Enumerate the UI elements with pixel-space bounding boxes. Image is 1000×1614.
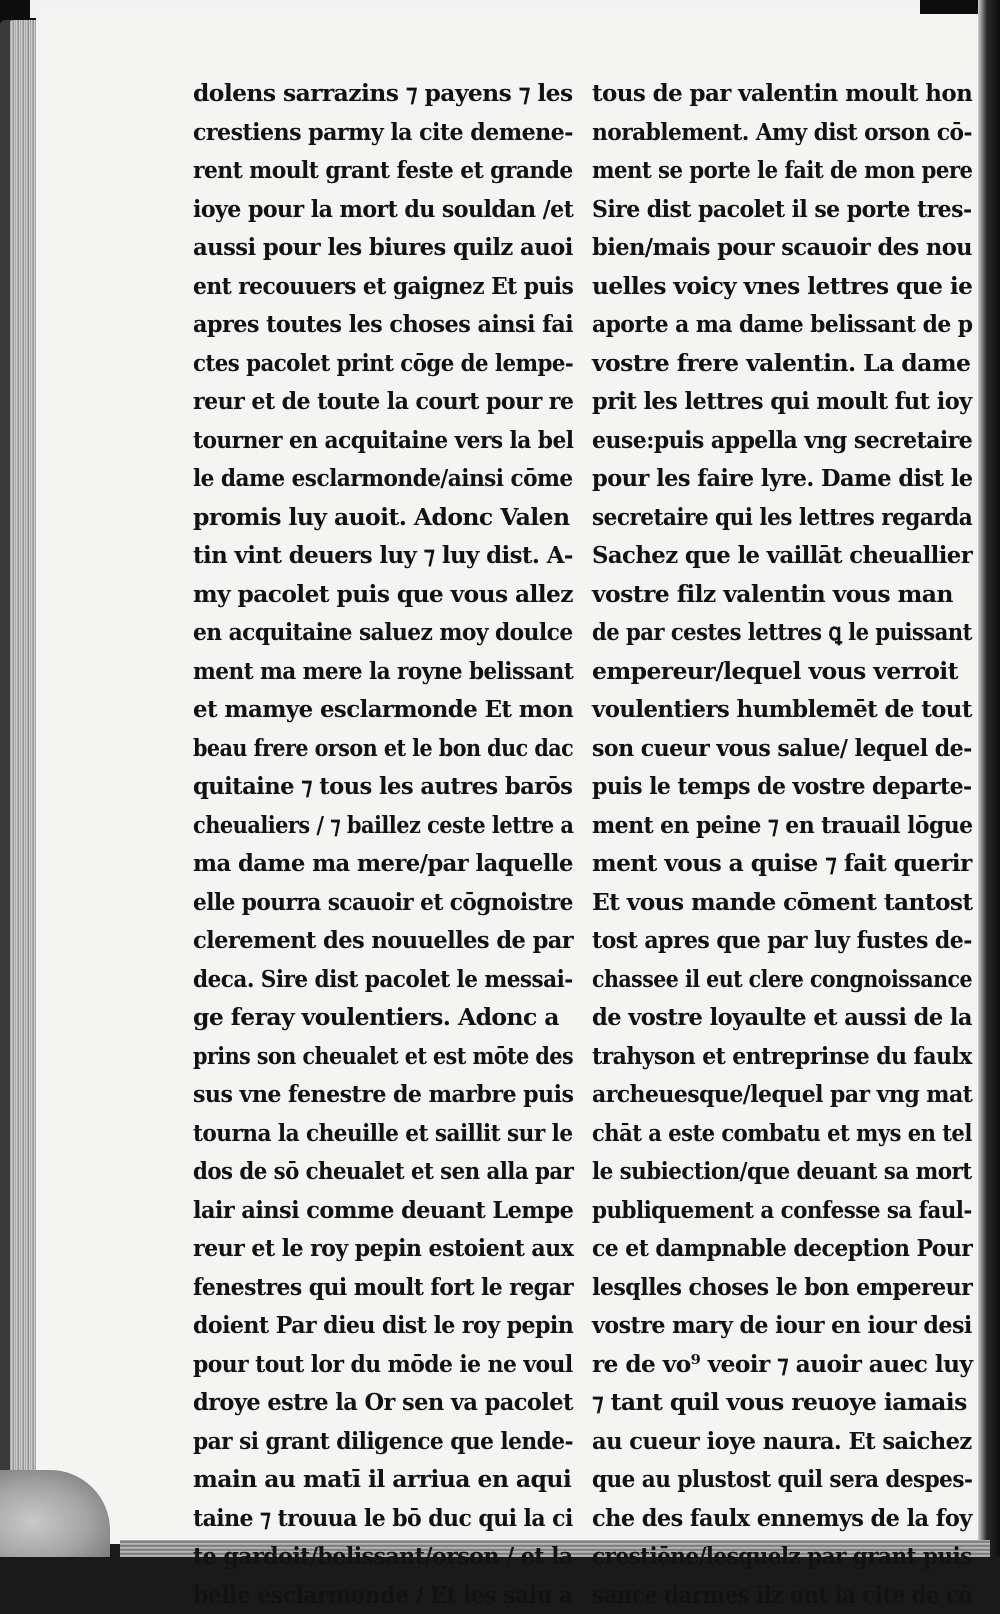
text-line: ce et dampnable deception Pour bbox=[592, 1229, 972, 1268]
text-line: le dame esclarmonde/ainsi cōme bbox=[193, 459, 573, 498]
text-line: archeuesque/lequel par vng mat bbox=[592, 1075, 972, 1114]
text-line: de vostre loyaulte et aussi de la bbox=[592, 998, 972, 1037]
text-line: crestiens parmy la cite demene- bbox=[193, 113, 573, 152]
text-line: dolens sarrazins ⁊ payens ⁊ les bbox=[193, 74, 573, 113]
text-line: quitaine ⁊ tous les autres barōs bbox=[193, 767, 573, 806]
text-line: norablement. Amy dist orson cō- bbox=[592, 113, 972, 152]
text-line: prit les lettres qui moult fut ioy bbox=[592, 382, 972, 421]
text-line: promis luy auoit. Adonc Valen bbox=[193, 498, 573, 537]
text-line: secretaire qui les lettres regarda bbox=[592, 498, 972, 537]
text-line: doient Par dieu dist le roy pepin bbox=[193, 1306, 573, 1345]
text-line: trahyson et entreprinse du faulx bbox=[592, 1037, 972, 1076]
text-line: pour tout lor du mōde ie ne voul bbox=[193, 1345, 573, 1384]
text-line: deca. Sire dist pacolet le messai- bbox=[193, 960, 573, 999]
text-line: belle esclarmonde / Et les salu a bbox=[193, 1576, 573, 1614]
text-line: tous de par valentin moult hon bbox=[592, 74, 972, 113]
text-line: lesqlles choses le bon empereur bbox=[592, 1268, 972, 1307]
text-column-right bbox=[592, 74, 972, 1614]
text-line: Sachez que le vaillāt cheuallier bbox=[592, 536, 972, 575]
text-line: au cueur ioye naura. Et saichez bbox=[592, 1422, 972, 1461]
text-line: sance darmes ilz ont la cite de cō bbox=[592, 1576, 972, 1614]
text-line: son cueur vous salue/ lequel de- bbox=[592, 729, 972, 768]
text-line: tourner en acquitaine vers la bel bbox=[193, 421, 573, 460]
text-line: tourna la cheuille et saillit sur le bbox=[193, 1114, 573, 1153]
text-line: Sire dist pacolet il se porte tres- bbox=[592, 190, 972, 229]
text-line: re de vo⁹ veoir ⁊ auoir auec luy bbox=[592, 1345, 972, 1384]
text-line: droye estre la Or sen va pacolet bbox=[193, 1383, 573, 1422]
text-line: pour les faire lyre. Dame dist le bbox=[592, 459, 972, 498]
text-line: de par cestes lettres ꝗ le puissant bbox=[592, 613, 972, 652]
text-line: taine ⁊ trouua le bō duc qui la ci bbox=[193, 1499, 573, 1538]
text-line: ment ma mere la royne belissant bbox=[193, 652, 573, 691]
text-line: beau frere orson et le bon duc dac bbox=[193, 729, 573, 768]
scan-right-border bbox=[978, 0, 1000, 1557]
text-line: voulentiers humblemēt de tout bbox=[592, 690, 972, 729]
text-line: elle pourra scauoir et cōgnoistre bbox=[193, 883, 573, 922]
text-line: aussi pour les biures quilz auoi bbox=[193, 228, 573, 267]
text-line: apres toutes les choses ainsi fai bbox=[193, 305, 573, 344]
text-line: my pacolet puis que vous allez bbox=[193, 575, 573, 614]
text-line: rent moult grant feste et grande bbox=[193, 151, 573, 190]
text-line: et mamye esclarmonde Et mon bbox=[193, 690, 573, 729]
text-line: puis le temps de vostre departe- bbox=[592, 767, 972, 806]
text-line: par si grant diligence que lende- bbox=[193, 1422, 573, 1461]
text-line: ment en peine ⁊ en trauail lōgue bbox=[592, 806, 972, 845]
text-line: le subiection/que deuant sa mort bbox=[592, 1152, 972, 1191]
text-line: cheualiers / ⁊ baillez ceste lettre a bbox=[193, 806, 573, 845]
text-line: reur et le roy pepin estoient aux bbox=[193, 1229, 573, 1268]
text-line: clerement des nouuelles de par bbox=[193, 921, 573, 960]
text-line: prins son cheualet et est mōte des bbox=[193, 1037, 573, 1076]
text-line: ment vous a quise ⁊ fait querir bbox=[592, 844, 972, 883]
text-line: ge feray voulentiers. Adonc a bbox=[193, 998, 573, 1037]
text-line: te gardoit/belissant/orson / et la bbox=[193, 1537, 573, 1576]
text-line: chāt a este combatu et mys en tel bbox=[592, 1114, 972, 1153]
text-line: en acquitaine saluez moy doulce bbox=[193, 613, 573, 652]
text-line: fenestres qui moult fort le regar bbox=[193, 1268, 573, 1307]
text-line: ent recouuers et gaignez Et puis bbox=[193, 267, 573, 306]
text-line: bien/mais pour scauoir des nou bbox=[592, 228, 972, 267]
text-line: aporte a ma dame belissant de p bbox=[592, 305, 972, 344]
text-line: vostre mary de iour en iour desi bbox=[592, 1306, 972, 1345]
text-line: tin vint deuers luy ⁊ luy dist. A- bbox=[193, 536, 573, 575]
text-line: vostre filz valentin vous man bbox=[592, 575, 972, 614]
text-line: lair ainsi comme deuant Lempe bbox=[193, 1191, 573, 1230]
text-line: ctes pacolet print cōge de lempe- bbox=[193, 344, 573, 383]
text-line: che des faulx ennemys de la foy bbox=[592, 1499, 972, 1538]
text-line: ioye pour la mort du souldan /et bbox=[193, 190, 573, 229]
text-line: ma dame ma mere/par laquelle bbox=[193, 844, 573, 883]
text-line: uelles voicy vnes lettres que ie bbox=[592, 267, 972, 306]
text-line: chassee il eut clere congnoissance bbox=[592, 960, 972, 999]
text-line: crestiēne/lesquelz par grant puis bbox=[592, 1537, 972, 1576]
text-line: ⁊ tant quil vous reuoye iamais bbox=[592, 1383, 972, 1422]
text-line: dos de sō cheualet et sen alla par bbox=[193, 1152, 573, 1191]
text-line: vostre frere valentin. La dame bbox=[592, 344, 972, 383]
text-line: reur et de toute la court pour re bbox=[193, 382, 573, 421]
binding-shadow bbox=[0, 20, 10, 1550]
text-line: sus vne fenestre de marbre puis bbox=[193, 1075, 573, 1114]
text-line: publiquement a confesse sa faul- bbox=[592, 1191, 972, 1230]
text-line: que au plustost quil sera despes- bbox=[592, 1460, 972, 1499]
text-line: Et vous mande cōment tantost bbox=[592, 883, 972, 922]
text-line: main au matī il arriua en aqui bbox=[193, 1460, 573, 1499]
text-line: euse:puis appella vng secretaire bbox=[592, 421, 972, 460]
text-line: ment se porte le fait de mon pere bbox=[592, 151, 972, 190]
text-line: empereur/lequel vous verroit bbox=[592, 652, 972, 691]
text-column-left bbox=[193, 74, 573, 1614]
text-line: tost apres que par luy fustes de- bbox=[592, 921, 972, 960]
